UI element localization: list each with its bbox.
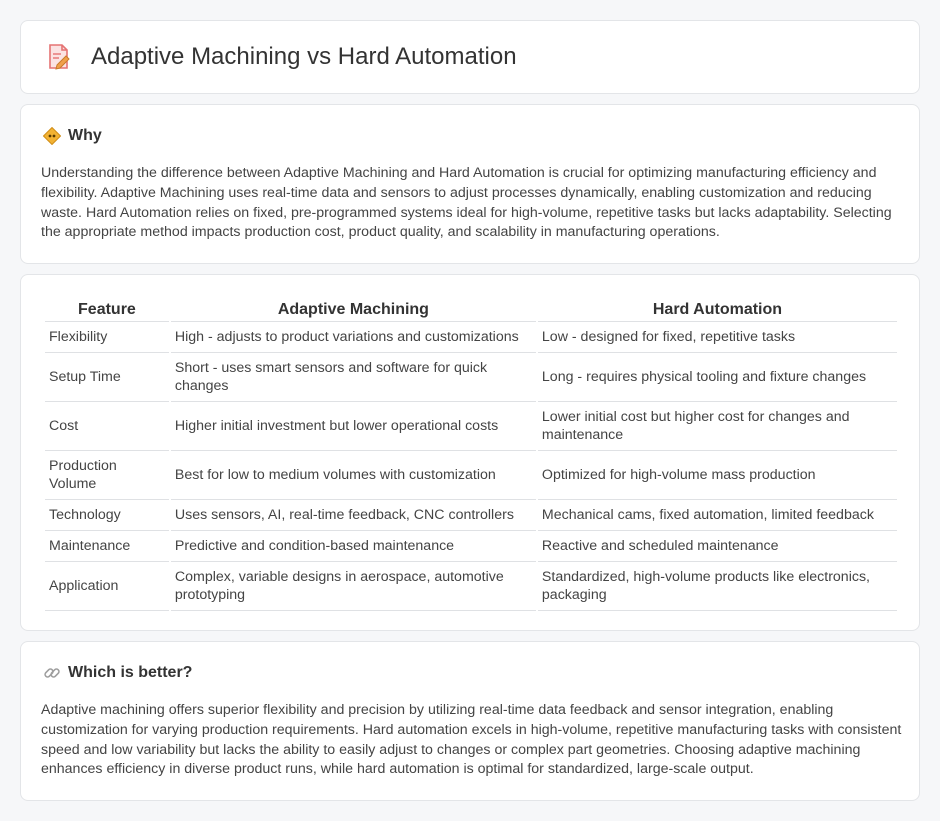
link-icon — [43, 664, 61, 682]
adaptive-cell: Uses sensors, AI, real-time feedback, CNC controllers — [171, 500, 536, 531]
hard-cell: Optimized for high-volume mass production — [538, 451, 897, 500]
why-paragraph: Understanding the difference between Adaptive Machining and Hard Automation is crucial for optimizing manufacturing efficiency and flexibility. Adaptive Machining uses real-time data and sensors to adjust processes dynamically, enabling customization and reducing waste. Hard Automation relies on fixed, pre-programmed systems ideal for high-volume, repetitive tasks but lacks adaptability. Selecting the appropriate method impacts production cost, product quality, and scalability in manufacturing operations. — [41, 165, 892, 241]
table-row — [45, 562, 897, 611]
table-row — [45, 500, 897, 531]
header-adaptive-machining: Adaptive Machining — [171, 296, 536, 322]
table-header-row — [45, 296, 897, 322]
why-card — [20, 104, 920, 264]
table-row — [45, 353, 897, 402]
hard-cell: Mechanical cams, fixed automation, limited feedback — [538, 500, 897, 531]
feature-cell: Technology — [45, 500, 169, 531]
adaptive-cell: Complex, variable designs in aerospace, automotive prototyping — [171, 562, 536, 611]
adaptive-cell: Predictive and condition-based maintenance — [171, 531, 536, 562]
which-is-better-paragraph: Adaptive machining offers superior flexibility and precision by utilizing real-time data feedback and sensor integration, enabling customization for varying production requirements. Hard automation excels in high-volume, repetitive manufacturing tasks with consistent speed and low variability but lacks the ability to easily adjust to changes or complex part geometries. Choosing adaptive machining enhances efficiency in diverse product runs, while hard automation is optimal for standardized, large-scale output. — [41, 702, 902, 778]
feature-cell: Flexibility — [45, 322, 169, 353]
document-pencil-icon — [47, 43, 71, 71]
adaptive-cell: Higher initial investment but lower operational costs — [171, 402, 536, 451]
diamond-sign-icon — [43, 127, 61, 145]
comparison-table — [43, 296, 899, 611]
table-row — [45, 451, 897, 500]
hard-cell: Standardized, high-volume products like electronics, packaging — [538, 562, 897, 611]
header-feature: Feature — [45, 296, 169, 322]
comparison-card — [20, 274, 920, 631]
feature-cell: Cost — [45, 402, 169, 451]
hard-cell: Reactive and scheduled maintenance — [538, 531, 897, 562]
table-row — [45, 322, 897, 353]
feature-cell: Application — [45, 562, 169, 611]
which-is-better-heading: Which is better? — [68, 664, 193, 681]
table-row — [45, 402, 897, 451]
page-title: Adaptive Machining vs Hard Automation — [91, 43, 517, 70]
feature-cell: Maintenance — [45, 531, 169, 562]
hard-cell: Lower initial cost but higher cost for changes and maintenance — [538, 402, 897, 451]
feature-cell: Setup Time — [45, 353, 169, 402]
table-row — [45, 531, 897, 562]
adaptive-cell: Best for low to medium volumes with customization — [171, 451, 536, 500]
adaptive-cell: High - adjusts to product variations and customizations — [171, 322, 536, 353]
header-hard-automation: Hard Automation — [538, 296, 897, 322]
which-is-better-card — [20, 641, 920, 801]
title-card — [20, 20, 920, 94]
hard-cell: Low - designed for fixed, repetitive tasks — [538, 322, 897, 353]
why-heading: Why — [68, 127, 102, 144]
feature-cell: Production Volume — [45, 451, 169, 500]
adaptive-cell: Short - uses smart sensors and software for quick changes — [171, 353, 536, 402]
hard-cell: Long - requires physical tooling and fixture changes — [538, 353, 897, 402]
